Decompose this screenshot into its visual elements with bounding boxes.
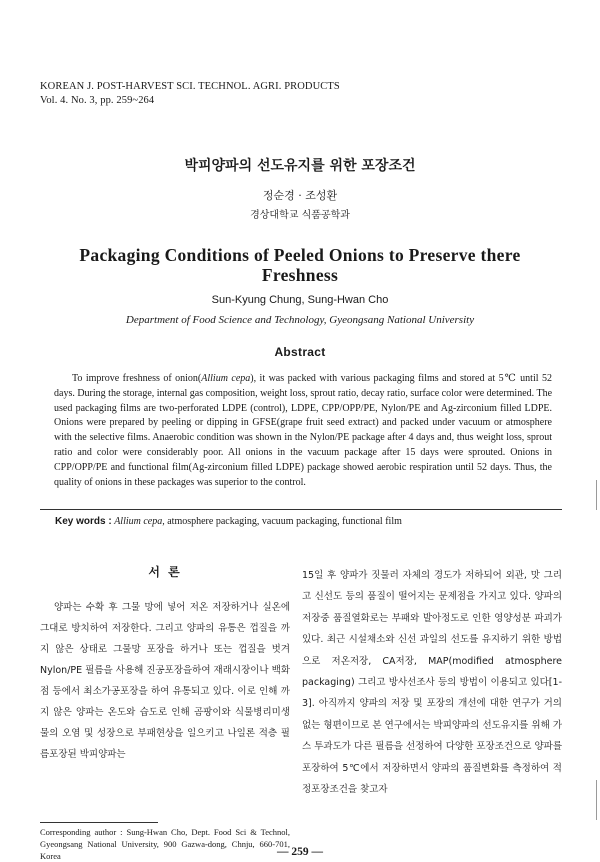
keywords-list: atmosphere packaging, vacuum packaging, functional film [164, 516, 402, 527]
page-number: — 259 — [277, 846, 323, 858]
keywords-divider [40, 509, 562, 510]
english-authors: Sun-Kyung Chung, Sung-Hwan Cho [211, 294, 389, 306]
keywords-species: Allium cepa, [114, 516, 165, 527]
introduction-right-column: 15일 후 양파가 짓물러 자체의 경도가 저하되어 외관, 맛 그리고 신선도 등의 품질이 떨어지는 문제점을 가지고 있다. 양파의 저장중 품질열화로는 부패와 발아정도로 인한 영양성분 파괴가 있다. 최근 시설채소와 신선 과일의 선도를 유지하기 위한 방법으로 저온저장, CA저장, MAP(modified atmosphere packaging) 그리고 방사선조사 등의 방법이 이용되고 있다[1-3]. 아직까지 양파의 저장 및 포장의 개선에 대한 연구가 거의 없는 형편이므로 본 연구에서는 박피양파의 선도유지를 위해 가스 투과도가 다른 필름을 선정하여 다양한 포장조건으로 양파를 포장하여 5℃에서 저장하면서 양파의 품질변화를 측정하여 적정포장조건을 찾고자 [302, 570, 562, 796]
korean-authors: 정순경 · 조성환 [262, 189, 338, 202]
abstract-text-rest: ), it was packed with various packaging films and stored at 5℃ until 52 days. During the storage, internal gas composition, weight loss, sprout ratio, decay ratio, surface color were determined. The used packaging films are two-perforated LDPE (control), LDPE, CPP/OPP/PE, Nylon/PE and Ag-zirconium filled LDPE. Onions were prepared by peeling or dipping in GFSE(grape fruit seed extract) and packed under vacuum or atmosphere with the selective films. Anaerobic condition was shown in the Nylon/PE package after 4 days and, thus weight loss, sprout ratio and color were considerably poor. All onions in the vacuum package after 15 days were sprouted. Onions in CPP/OPP/PE and functional film(Ag-zirconium filled LDPE) package showed aerobic respiration until 52 days. Thus, the quality of onions in these packages was superior to the control. [54, 373, 553, 488]
journal-name: KOREAN J. POST-HARVEST SCI. TECHNOL. AGRI. PRODUCTS [40, 81, 340, 92]
english-title: Packaging Conditions of Peeled Onions to Preserve there Freshness [79, 245, 521, 285]
corresponding-author-footnote: Corresponding author : Sung-Hwan Cho, Dept. Food Sci & Technol, Gyeongsang National University, 900 Gazwa-dong, Chnju, 660-701, Korea [40, 827, 290, 861]
footnote-divider [40, 822, 158, 823]
keywords-line [55, 516, 402, 527]
journal-header [40, 80, 340, 108]
scan-edge-marks [594, 0, 600, 857]
journal-volume-info: Vol. 4. No. 3, pp. 259~264 [40, 95, 155, 106]
abstract-body [54, 372, 552, 490]
korean-affiliation: 경상대학교 식품공학과 [250, 210, 350, 221]
abstract-heading: Abstract [274, 345, 326, 359]
english-affiliation: Department of Food Science and Technology, Gyeongsang National University [125, 314, 475, 326]
abstract-text-start: To improve freshness of onion( [72, 373, 202, 384]
introduction-heading: 서 론 [148, 565, 182, 579]
korean-title: 박피양파의 선도유지를 위한 포장조건 [184, 158, 416, 174]
keywords-label: Key words : [55, 516, 112, 527]
introduction-left-column: 양파는 수확 후 그물 망에 넣어 저온 저장하거나 실온에 그대로 방치하여 저장한다. 그리고 양파의 유통은 껍질을 까지 않은 상태로 그물망 포장을 하거나 또는 껍질을 벗겨 Nylon/PE 필름을 사용해 진공포장을하여 재래시장이나 백화점 등에서 최소가공포장을 하여 유통되고 있다. 이로 인해 까지 않은 양파는 온도와 습도로 인해 곰팡이와 식물병리미생물의 오염 및 성장으로 부패현상을 일으키고 나일론 적층 필름포장된 박피양파는 [40, 602, 290, 760]
abstract-species: Allium cepa [201, 373, 251, 384]
